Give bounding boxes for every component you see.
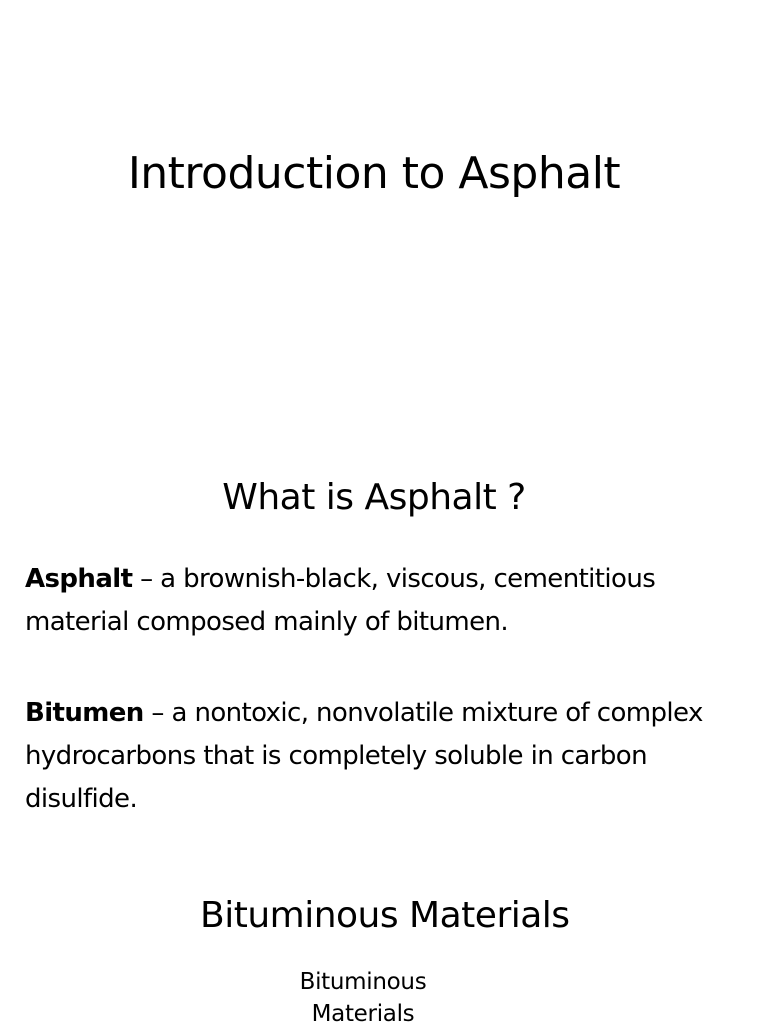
- asphalt-definition-text: – a brownish-black, viscous, cementitious material composed mainly of bitumen.: [25, 564, 656, 637]
- asphalt-definition: [25, 558, 755, 644]
- bitumen-definition: [25, 692, 755, 821]
- what-is-asphalt-heading: What is Asphalt ?: [222, 477, 526, 518]
- slide-bituminous-materials: [0, 860, 768, 1024]
- bitumen-definition-text: – a nontoxic, nonvolatile mixture of complex hydrocarbons that is completely soluble in carbon disulfide.: [25, 698, 703, 814]
- diagram-root-label: Bituminous Materials: [299, 969, 427, 1024]
- bituminous-materials-heading: Bituminous Materials: [200, 895, 570, 936]
- bitumen-term: Bitumen: [25, 698, 144, 728]
- slide-title-heading: Introduction to Asphalt: [127, 148, 621, 199]
- asphalt-term: Asphalt: [25, 564, 133, 594]
- slide-what-is-asphalt: [0, 430, 768, 860]
- slide-title: [0, 0, 768, 430]
